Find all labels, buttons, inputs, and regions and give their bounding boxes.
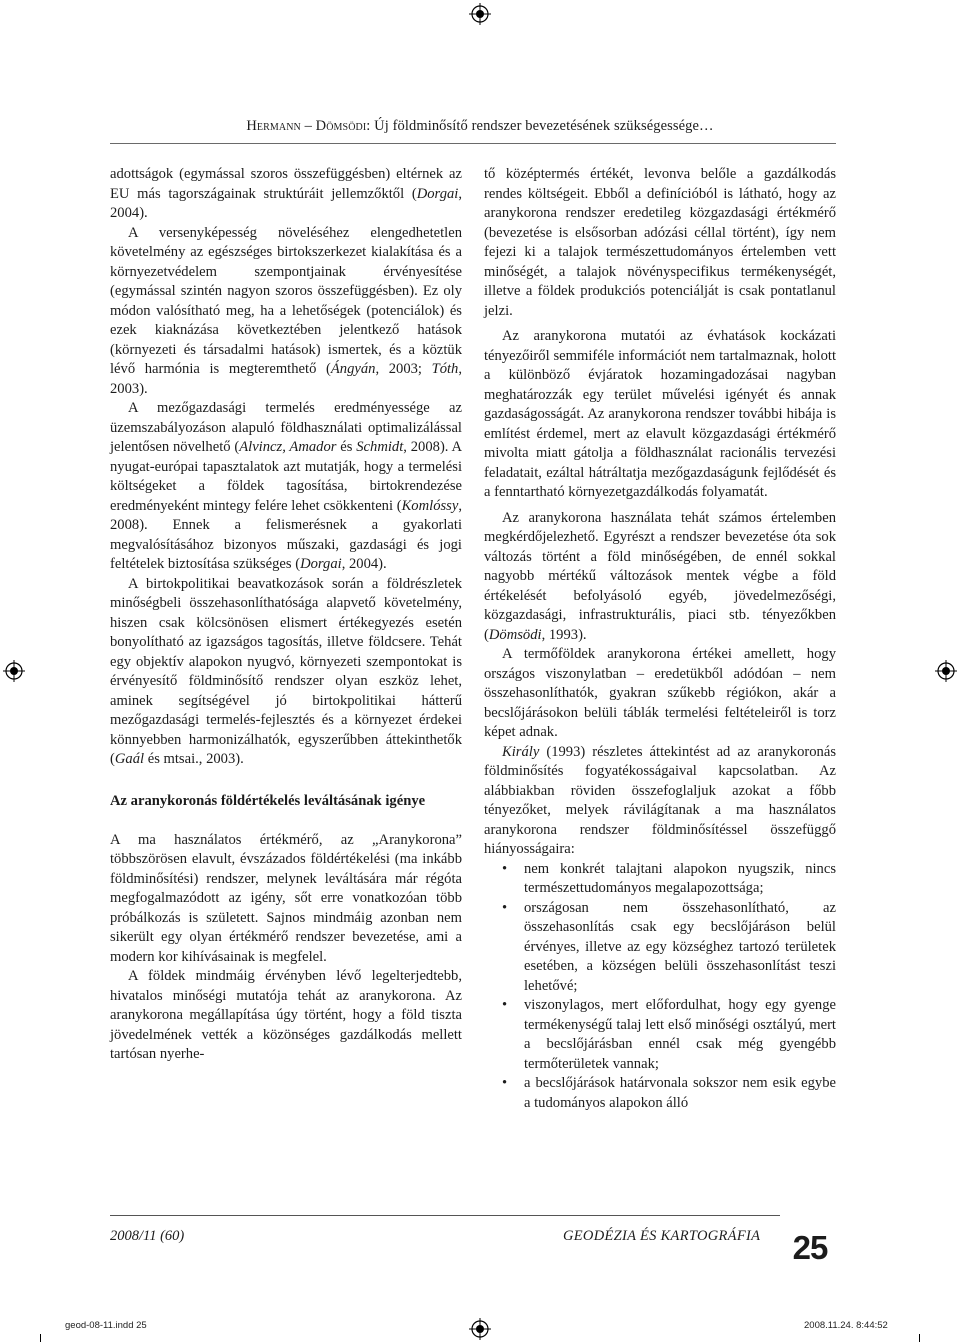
registration-mark-icon <box>469 1318 491 1340</box>
header-rule <box>110 143 836 144</box>
right-column <box>484 165 836 1113</box>
paragraph: Az aranykorona használata tehát számos értelemben megkérdőjelezhető. Egyrészt a rendszer bevezetése óta sok változás történt a föld minőségében, de ennél sokkal nagyobb mértékű változások mentek végbe a föld értékelését befolyásoló egyéb, jövedelmezőségi, közgazdasági, infrastrukturális, piaci stb. tényezőkben (Dömsödi, 1993). <box>484 509 836 643</box>
registration-mark-icon <box>469 3 491 25</box>
issue-number: 2008/11 (60) <box>110 1228 185 1244</box>
paragraph: tő középtermés értékét, levonva belőle a gazdálkodás rendes költségeit. Ebből a definícióból is látható, hogy az aranykorona rendszer eredetileg közgazdasági értékmérő (bevezetése is elsősorban adózási céllal történt), így nem fejezi ki a talajok természettudományos értelemben vett minőségét, a talajok növényspecifikus termékenységét, illetve a földek produkciós potenciálját is csak pontatlanul jelzi. <box>484 166 836 319</box>
running-header <box>0 118 960 135</box>
header-authors: Hermann – Dömsödi: <box>246 118 371 134</box>
left-column <box>110 165 462 1065</box>
list-item: • a becslőjárások határvonala sokszor nem esik egybe a tudományos alapokon álló <box>484 1074 836 1113</box>
print-slug-date: 2008.11.24. 8:44:52 <box>804 1320 888 1331</box>
crop-mark <box>40 1334 41 1342</box>
header-title: Új földminősítő rendszer bevezetésének szükségessége… <box>374 118 714 134</box>
crop-mark <box>919 1334 920 1342</box>
registration-mark-icon <box>3 660 25 682</box>
page-number: 25 <box>784 1217 836 1279</box>
registration-mark-icon <box>935 660 957 682</box>
list-item: • viszonylagos, mert előfordulhat, hogy egy gyenge termékenységű talaj lett első minőségi osztályú, mert a becslőjárásban ennél csak még gyengébb termőterületek vannak; <box>484 996 836 1074</box>
paragraph: A birtokpolitikai beavatkozások során a földrészletek minőségbeli összehasonlíthatósága alapvető követelmény, hiszen csak kölcsönösen elismert értékegyezés esetén bonyolítható az igazságos tagosítás, illetve földcsere. Tehát egy objektív alapokon nyugvó, környezeti szempontokat is érvényesítő földminősítő rendszer olyan eszköz lehet, aminek segítségével jó birtokpolitikai hátterű mezőgazdasági termelés-fejlesztés és a környezet érdekei könnyebben harmonizálhatók, egyszerűbben áttekinthetők (Gaál és mtsai., 2003). <box>110 575 462 767</box>
paragraph: A ma használatos értékmérő, az „Aranykorona” többszörösen elavult, évszázados földértékelési (ma inkább földminősítési) rendszer, melynek leváltására már régóta megfogalmazódott az igény, sőt erre vonatkozóan több próbálkozás is született. Sajnos mindmáig azonban nem sikerült egy olyan értékmérő rendszer bevezetése, ami a modern kor kihívásainak is megfelel. <box>110 831 462 965</box>
bullet-list <box>484 860 836 1114</box>
list-item: • országosan nem összehasonlítható, az összehasonlítás csak egy becslőjáráson belül érvényes, illetve az egy községhez tartozó területek esetében, a községen belüli összehasonlítást teszi lehetővé; <box>484 899 836 997</box>
section-heading: Az aranykoronás földértékelés leváltásának igénye <box>110 792 426 809</box>
paragraph: adottságok (egymással szoros összefüggésben) eltérnek az EU más tagországainak struktúráit jellemzőktől (Dorgai, 2004). <box>110 166 462 221</box>
paragraph: Az aranykorona mutatói az évhatások kockázati tényezőiről semmiféle információt nem tartalmaznak, holott a különböző évjáratok hozamingadozásai nagyban meghatározzák egy terület művelési igényét és annak gazdaságosságát. Az aranykorona rendszer további hibája is említést érdemel, mert az elavult közgazdasági értékmérő mivolta miatt gátolja a földhasználat racionális tervezési feladatait, ezáltal hátráltatja mezőgazdaságunk fejlődését és a fenntartható környezetgazdálkodás folyamatát. <box>484 328 836 500</box>
footer-rule <box>110 1215 780 1216</box>
journal-name: GEODÉZIA ÉS KARTOGRÁFIA <box>563 1228 761 1244</box>
paragraph: Király (1993) részletes áttekintést ad az aranykoronás földminősítés fogyatékosságaival kapcsolatban. Az alábbiakban röviden összefoglaljuk azokat a főbb tényezőket, melyek rávilágítanak a ma használatos aranykorona rendszer földminősítéssel összefüggő hiányosságaira: <box>484 743 836 857</box>
paragraph: A mezőgazdasági termelés eredményessége az üzemszabályozáson alapuló földhasználati optimalizálással jelentősen növelhető (Alvincz, Amador és Schmidt, 2008). A nyugat-európai tapasztalatok azt mutatják, hogy a termelési költségeket a földek tagosítása, birtokrendezése eredményeként mintegy felére lehet csökkenteni (Komlóssy, 2008). Ennek a felismerésnek a gyakorlati megvalósításához bizonyos műszaki, gazdasági és jogi feltételek biztosítása szükséges (Dorgai, 2004). <box>110 400 463 572</box>
list-item: • nem konkrét talajtani alapokon nyugszik, nincs természettudományos megalapozottsága; <box>484 860 836 899</box>
print-slug-file: geod-08-11.indd 25 <box>65 1320 147 1331</box>
paragraph: A termőföldek aranykorona értékei amellett, hogy országos viszonylatban – eredetükből adódóan – nem összehasonlíthatók, gyakran szűkebb régiókon, akár a becslőjárásokon belüli táblák termelési feltételeiről is torz képet adnak. <box>484 646 836 740</box>
paragraph: A versenyképesség növeléséhez elengedhetetlen követelmény az egészséges birtokszerkezet kialakítása és a környezetvédelem szempontjainak érvényesítése (egymással szintén nagyon szoros összefüggésben). Ez oly módon valósítható meg, ha a lehetőségek (potenciálok) és ezek kiaknázása következtében jelentkező hatások (környezeti és társadalmi hatások) ismertek, és a köztük lévő harmónia is megteremthető (Ángyán, 2003; Tóth, 2003). <box>110 224 463 397</box>
paragraph: A földek mindmáig érvényben lévő legelterjedtebb, hivatalos minőségi mutatója tehát az aranykorona. Az aranykorona megállapítása úgy történt, hogy a föld tiszta jövedelmének vették a közönséges gazdálkodás mellett tartósan nyerhe- <box>110 968 462 1062</box>
